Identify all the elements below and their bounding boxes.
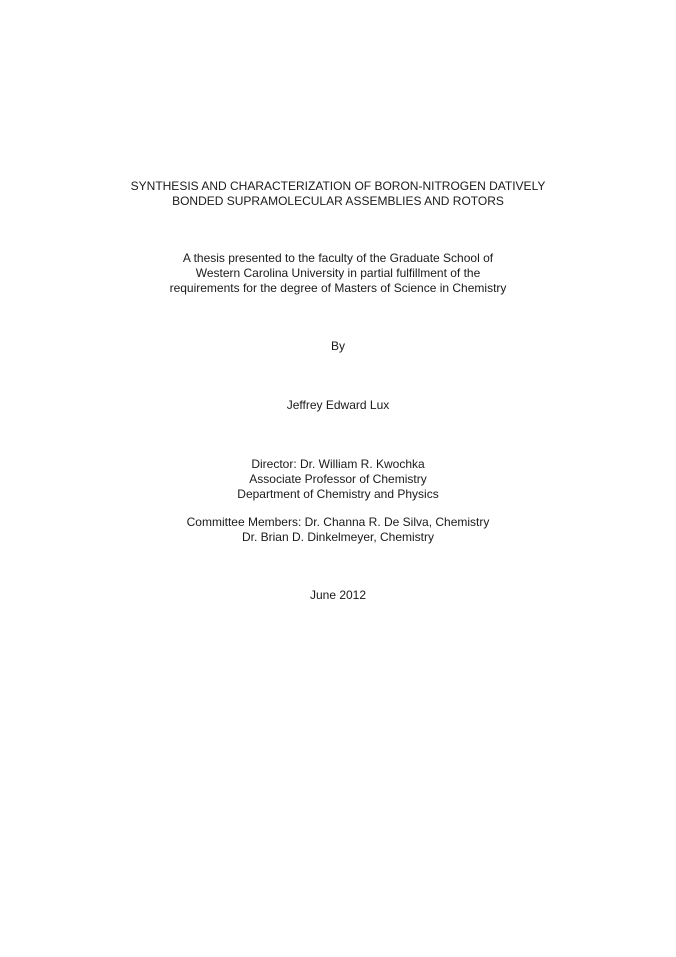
director-name: Director: Dr. William R. Kwochka [251, 457, 425, 471]
thesis-title-line-2: BONDED SUPRAMOLECULAR ASSEMBLIES AND ROTORS [172, 194, 504, 208]
thesis-title [0, 179, 676, 209]
director-title: Associate Professor of Chemistry [249, 472, 427, 486]
thesis-title-line-1: SYNTHESIS AND CHARACTERIZATION OF BORON-NITROGEN DATIVELY [130, 179, 546, 193]
thesis-statement-line-3: requirements for the degree of Masters of Science in Chemistry [169, 281, 507, 295]
author-name-text: Jeffrey Edward Lux [286, 398, 390, 412]
director-department: Department of Chemistry and Physics [237, 487, 439, 501]
author-name [0, 398, 676, 413]
committee-info [0, 515, 676, 545]
submission-date-text: June 2012 [309, 588, 367, 602]
committee-line-1: Committee Members: Dr. Channa R. De Silva, Chemistry [186, 515, 490, 529]
submission-date [0, 588, 676, 603]
by-label [0, 339, 676, 354]
committee-line-2: Dr. Brian D. Dinkelmeyer, Chemistry [241, 530, 435, 544]
thesis-statement [0, 251, 676, 296]
by-label-text: By [330, 339, 345, 353]
director-info [0, 457, 676, 502]
thesis-statement-line-2: Western Carolina University in partial fulfillment of the [195, 266, 481, 280]
thesis-statement-line-1: A thesis presented to the faculty of the Graduate School of [182, 251, 494, 265]
